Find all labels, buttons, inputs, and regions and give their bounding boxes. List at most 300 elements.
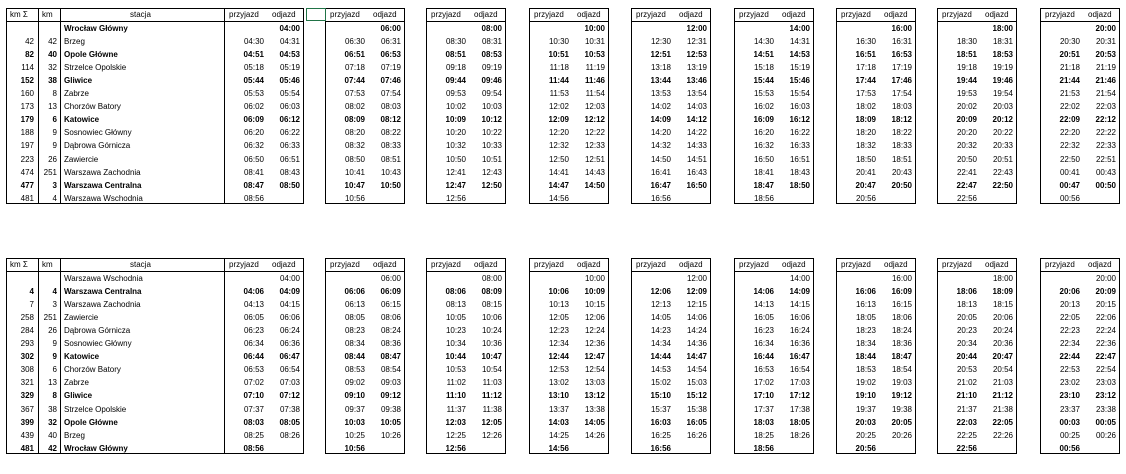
departure-time: 14:47 [686,352,707,362]
departure-time: 18:05 [789,417,810,427]
arrival-time: 13:02 [548,378,569,388]
arrival-time: 09:37 [344,404,365,414]
arrival-time: 11:02 [446,378,466,388]
departure-time: 18:00 [992,24,1013,33]
departure-time: 19:19 [992,63,1013,73]
header-departure: odjazd [373,260,397,269]
departure-time: 06:47 [279,352,300,362]
arrival-time: 15:53 [753,89,774,99]
departure-time: 20:00 [1095,274,1116,283]
departure-time: 08:33 [380,141,401,151]
km-total-cell: 114 [21,63,34,73]
km-cell: 13 [48,378,57,388]
header-arrival: przyjazd [942,260,972,269]
km-cell: 38 [48,404,57,414]
arrival-time: 16:13 [855,300,876,310]
arrival-time: 06:23 [243,326,264,336]
departure-time: 12:26 [481,430,502,440]
departure-time: 20:51 [992,154,1013,164]
station-row [0,337,1126,350]
arrival-time: 18:02 [855,102,876,112]
arrival-time: 14:47 [548,180,569,190]
arrival-time: 16:06 [855,287,876,297]
arrival-time: 18:25 [753,430,774,440]
departure-time: 10:47 [481,352,502,362]
departure-time: 20:36 [992,339,1013,349]
arrival-time: 08:56 [243,443,264,453]
departure-time: 11:54 [585,89,605,99]
departure-time: 13:54 [686,89,707,99]
departure-time: 12:00 [686,24,707,33]
arrival-time: 18:47 [753,180,774,190]
departure-time: 08:50 [279,180,300,190]
station-name: Gliwice [64,391,93,401]
departure-time: 09:19 [481,63,502,73]
arrival-time: 14:13 [753,300,774,310]
km-cell: 13 [48,102,57,112]
arrival-time: 14:09 [650,115,671,125]
arrival-time: 16:47 [650,180,671,190]
departure-time: 00:43 [1095,167,1116,177]
departure-time: 04:00 [279,274,300,283]
departure-time: 10:15 [584,300,605,310]
departure-time: 17:38 [789,404,810,414]
arrival-time: 14:41 [548,167,569,177]
header-departure: odjazd [474,260,498,269]
arrival-time: 11:44 [548,76,569,86]
arrival-time: 14:20 [650,128,671,138]
arrival-time: 08:34 [344,339,365,349]
arrival-time: 14:56 [548,193,569,203]
departure-time: 10:26 [380,430,401,440]
arrival-time: 21:53 [1059,89,1080,99]
station-row [0,35,1126,48]
departure-time: 07:12 [279,391,300,401]
arrival-time: 14:32 [650,141,671,151]
departure-time: 20:05 [891,417,912,427]
header-departure: odjazd [1088,10,1112,19]
km-total-cell: 152 [20,76,34,86]
departure-time: 21:38 [992,404,1013,414]
arrival-time: 16:34 [753,339,774,349]
departure-time: 06:12 [279,115,300,125]
arrival-time: 12:03 [445,417,466,427]
arrival-time: 08:47 [243,180,264,190]
arrival-time: 14:50 [650,154,671,164]
station-row [0,363,1126,376]
departure-time: 22:43 [992,167,1013,177]
arrival-time: 20:25 [855,430,876,440]
arrival-time: 06:09 [243,115,264,125]
arrival-time: 12:41 [445,167,466,177]
departure-time: 14:22 [686,128,707,138]
header-arrival: przyjazd [841,10,871,19]
arrival-time: 06:32 [243,141,264,151]
km-total-cell: 160 [20,89,34,99]
arrival-time: 06:02 [243,102,264,112]
departure-time: 10:50 [380,180,401,190]
arrival-time: 14:06 [753,287,774,297]
km-total-cell: 474 [20,167,34,177]
km-cell: 4 [52,287,57,297]
km-total-cell: 367 [20,404,34,414]
arrival-time: 12:53 [548,365,569,375]
arrival-time: 16:41 [650,167,671,177]
departure-time: 04:53 [279,50,300,60]
departure-time: 12:47 [584,352,605,362]
departure-time: 08:15 [481,300,502,310]
header-arrival: przyjazd [534,10,564,19]
arrival-time: 14:56 [548,443,569,453]
departure-time: 17:54 [891,89,912,99]
arrival-time: 15:18 [753,63,774,73]
arrival-time: 22:44 [1059,352,1080,362]
header-arrival: przyjazd [739,260,769,269]
arrival-time: 00:03 [1059,417,1080,427]
departure-time: 16:15 [891,300,912,310]
departure-time: 05:19 [279,63,300,73]
station-name: Warszawa Zachodnia [64,300,141,310]
header-arrival: przyjazd [330,10,360,19]
arrival-time: 22:56 [956,443,977,453]
km-cell: 9 [52,128,57,138]
km-total-cell: 302 [20,352,34,362]
departure-time: 14:24 [686,326,707,336]
departure-time: 10:53 [584,50,605,60]
station-row [0,61,1126,74]
arrival-time: 18:56 [753,443,774,453]
station-row [0,376,1126,389]
km-total-cell: 7 [29,300,34,310]
arrival-time: 20:32 [956,141,977,151]
departure-time: 16:54 [789,365,810,375]
departure-time: 18:00 [992,274,1013,283]
departure-time: 12:24 [584,326,605,336]
arrival-time: 20:03 [855,417,876,427]
departure-time: 12:51 [584,154,605,164]
departure-time: 00:50 [1095,180,1116,190]
departure-time: 16:05 [686,417,707,427]
arrival-time: 12:51 [650,50,671,60]
departure-time: 16:26 [686,430,707,440]
departure-time: 08:31 [481,37,502,47]
departure-time: 18:22 [891,128,912,138]
station-row [0,48,1126,61]
departure-time: 16:24 [789,326,810,336]
arrival-time: 12:02 [548,102,569,112]
arrival-time: 08:41 [243,167,264,177]
arrival-time: 20:34 [956,339,977,349]
departure-time: 20:47 [992,352,1013,362]
arrival-time: 21:10 [956,391,977,401]
departure-time: 07:54 [380,89,401,99]
km-total-cell: 258 [20,313,34,323]
km-cell: 26 [48,154,57,164]
departure-time: 10:06 [481,313,502,323]
departure-time: 14:06 [686,313,707,323]
arrival-time: 00:47 [1059,180,1080,190]
departure-time: 10:00 [584,24,605,33]
station-row [0,166,1126,179]
station-name: Sosnowiec Główny [64,128,132,138]
departure-time: 18:53 [992,50,1013,60]
header-km-total: km Σ [10,10,28,19]
arrival-time: 22:41 [956,167,977,177]
station-name: Strzelce Opolskie [64,404,127,414]
departure-time: 19:38 [891,404,912,414]
header-arrival: przyjazd [841,260,871,269]
arrival-time: 15:02 [650,378,671,388]
arrival-time: 22:56 [956,193,977,203]
departure-time: 22:06 [1095,313,1116,323]
departure-time: 06:54 [279,365,300,375]
arrival-time: 10:06 [548,287,569,297]
departure-time: 04:09 [279,287,300,297]
departure-time: 06:09 [380,287,401,297]
departure-time: 12:31 [686,37,707,47]
departure-time: 11:12 [481,391,502,401]
arrival-time: 20:02 [956,102,977,112]
departure-time: 18:47 [891,352,912,362]
km-total-cell: 439 [20,430,34,440]
departure-time: 06:36 [279,339,300,349]
departure-time: 21:12 [992,391,1013,401]
km-cell: 40 [48,50,57,60]
arrival-time: 16:23 [753,326,774,336]
station-name: Zabrze [64,378,89,388]
departure-time: 14:36 [686,339,707,349]
departure-time: 22:03 [1095,102,1116,112]
arrival-time: 10:13 [548,300,569,310]
arrival-time: 18:44 [855,352,876,362]
header-arrival: przyjazd [636,260,666,269]
arrival-time: 14:34 [650,339,671,349]
arrival-time: 13:53 [650,89,671,99]
departure-time: 00:05 [1095,417,1116,427]
arrival-time: 10:23 [445,326,466,336]
arrival-time: 23:10 [1059,391,1080,401]
station-name: Katowice [64,115,100,125]
arrival-time: 08:50 [344,154,365,164]
arrival-time: 08:09 [344,115,365,125]
arrival-time: 06:20 [243,128,264,138]
departure-time: 18:24 [891,326,912,336]
departure-time: 12:09 [686,287,707,297]
departure-time: 06:00 [380,24,401,33]
departure-time: 14:26 [584,430,605,440]
station-row [0,311,1126,324]
arrival-time: 13:44 [650,76,671,86]
arrival-time: 10:25 [344,430,365,440]
arrival-time: 16:56 [650,443,671,453]
arrival-time: 22:05 [1059,313,1080,323]
arrival-time: 09:18 [445,63,466,73]
arrival-time: 09:44 [445,76,466,86]
header-arrival: przyjazd [739,10,769,19]
header-arrival: przyjazd [330,260,360,269]
arrival-time: 16:50 [753,154,774,164]
km-cell: 42 [48,37,57,47]
departure-time: 13:12 [584,391,605,401]
departure-time: 12:00 [686,274,707,283]
departure-time: 19:03 [891,378,912,388]
departure-time: 05:46 [279,76,300,86]
arrival-time: 20:13 [1059,300,1080,310]
arrival-time: 05:53 [243,89,264,99]
departure-time: 18:33 [891,141,912,151]
departure-time: 04:15 [279,300,300,310]
arrival-time: 16:56 [650,193,671,203]
arrival-time: 08:30 [445,37,466,47]
arrival-time: 16:44 [753,352,774,362]
station-name: Brzeg [64,37,85,47]
departure-time: 14:54 [686,365,707,375]
header-departure: odjazd [985,260,1009,269]
departure-time: 07:19 [380,63,401,73]
departure-time: 14:33 [686,141,707,151]
km-cell: 251 [43,167,57,177]
arrival-time: 19:02 [855,378,876,388]
station-name: Strzelce Opolskie [64,63,127,73]
arrival-time: 08:05 [344,313,365,323]
arrival-time: 07:18 [344,63,365,73]
departure-time: 10:51 [481,154,502,164]
km-cell: 3 [52,300,57,310]
departure-time: 06:51 [279,154,300,164]
station-row [0,100,1126,113]
km-total-cell: 82 [25,50,34,60]
arrival-time: 12:06 [650,287,671,297]
header-arrival: przyjazd [431,260,461,269]
arrival-time: 11:37 [446,404,466,414]
arrival-time: 06:51 [344,50,365,60]
arrival-time: 04:30 [243,37,264,47]
arrival-time: 10:56 [344,193,365,203]
arrival-time: 16:03 [650,417,671,427]
departure-time: 16:12 [789,115,810,125]
arrival-time: 16:20 [753,128,774,138]
km-cell: 4 [52,193,57,203]
departure-time: 10:54 [481,365,502,375]
arrival-time: 22:09 [1059,115,1080,125]
departure-time: 18:03 [891,102,912,112]
departure-time: 18:31 [992,37,1013,47]
arrival-time: 22:02 [1059,102,1080,112]
station-name: Gliwice [64,76,93,86]
arrival-time: 07:53 [344,89,365,99]
arrival-time: 14:02 [650,102,671,112]
arrival-time: 00:56 [1059,193,1080,203]
arrival-time: 14:44 [650,352,671,362]
arrival-time: 17:44 [855,76,876,86]
arrival-time: 13:18 [650,63,671,73]
departure-time: 06:33 [279,141,300,151]
arrival-time: 09:53 [445,89,466,99]
arrival-time: 18:20 [855,128,876,138]
departure-time: 08:53 [481,50,502,60]
departure-time: 19:46 [992,76,1013,86]
arrival-time: 06:06 [344,287,365,297]
arrival-time: 05:44 [243,76,264,86]
departure-time: 10:31 [584,37,605,47]
arrival-time: 19:53 [956,89,977,99]
departure-time: 20:06 [992,313,1013,323]
departure-time: 14:15 [789,300,810,310]
arrival-time: 20:50 [956,154,977,164]
departure-time: 21:46 [1095,76,1116,86]
km-cell: 9 [52,141,57,151]
arrival-time: 23:37 [1059,404,1080,414]
station-row [0,22,1126,35]
departure-time: 21:19 [1095,63,1116,73]
arrival-time: 07:44 [344,76,365,86]
arrival-time: 20:47 [855,180,876,190]
departure-time: 22:36 [1095,339,1116,349]
km-cell: 38 [48,76,57,86]
departure-time: 18:36 [891,339,912,349]
arrival-time: 18:51 [956,50,977,60]
departure-time: 16:06 [789,313,810,323]
arrival-time: 08:53 [344,365,365,375]
arrival-time: 06:34 [243,339,264,349]
departure-time: 20:15 [1095,300,1116,310]
departure-time: 14:00 [789,24,810,33]
departure-time: 12:12 [584,115,605,125]
departure-time: 14:00 [789,274,810,283]
departure-time: 08:05 [279,417,300,427]
departure-time: 09:46 [481,76,502,86]
departure-time: 12:54 [584,365,605,375]
departure-time: 10:24 [481,326,502,336]
departure-time: 16:53 [891,50,912,60]
arrival-time: 18:13 [956,300,977,310]
arrival-time: 12:56 [445,193,466,203]
km-total-cell: 4 [29,287,34,297]
departure-time: 22:50 [992,180,1013,190]
departure-time: 16:22 [789,128,810,138]
station-name: Zabrze [64,89,89,99]
arrival-time: 12:05 [548,313,569,323]
departure-time: 10:05 [380,417,401,427]
arrival-time: 12:20 [548,128,569,138]
departure-time: 10:12 [481,115,502,125]
selected-cell[interactable] [306,8,326,21]
arrival-time: 20:20 [956,128,977,138]
header-departure: odjazd [884,10,908,19]
station-row [0,324,1126,337]
header-arrival: przyjazd [1045,10,1075,19]
departure-time: 11:46 [584,76,605,86]
arrival-time: 04:51 [243,50,264,60]
departure-time: 20:00 [1095,24,1116,33]
arrival-time: 16:02 [753,102,774,112]
departure-time: 19:12 [891,391,912,401]
departure-time: 14:50 [584,180,605,190]
arrival-time: 08:20 [344,128,365,138]
arrival-time: 12:44 [548,352,569,362]
station-name: Warszawa Centralna [64,287,142,297]
departure-time: 08:54 [380,365,401,375]
departure-time: 06:06 [279,313,300,323]
departure-time: 10:09 [584,287,605,297]
departure-time: 16:31 [891,37,912,47]
departure-time: 12:03 [584,102,605,112]
arrival-time: 08:06 [445,287,466,297]
station-name: Warszawa Wschodnia [64,274,143,283]
km-total-cell: 329 [20,391,34,401]
header-arrival: przyjazd [636,10,666,19]
header-arrival: przyjazd [229,260,259,269]
